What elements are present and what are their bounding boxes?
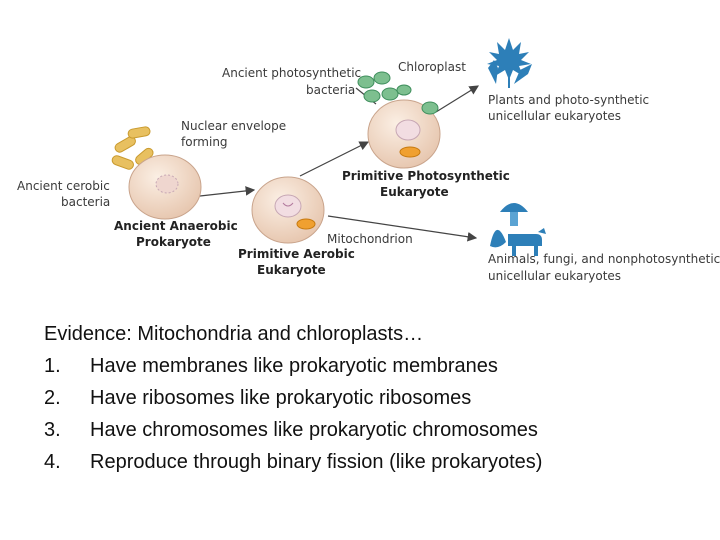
- plant-icon: [487, 38, 532, 88]
- nuclear-envelope-label-2: forming: [181, 135, 228, 149]
- evidence-section: [44, 318, 704, 478]
- plants-label-1: Plants and photo-synthetic: [488, 93, 650, 107]
- evidence-item: [44, 414, 704, 446]
- evidence-item-number: 3.: [44, 419, 61, 441]
- evidence-item-text: Have ribosomes like prokaryotic ribosomes: [90, 387, 472, 409]
- plants-label-2: unicellular eukaryotes: [488, 109, 622, 123]
- photosynthetic-eukaryote-cell: [368, 100, 440, 168]
- evidence-item: [44, 446, 704, 478]
- nuclear-envelope-label-1: Nuclear envelope: [181, 119, 287, 133]
- ancient-photosynthetic-bacteria-label-1: Ancient photosynthetic: [222, 66, 362, 80]
- primitive-aerobic-eukaryote-label-2: Eukaryote: [257, 263, 326, 277]
- ancient-aerobic-bacteria-label-1: Ancient cerobic: [17, 179, 110, 193]
- evidence-item-number: 4.: [44, 451, 61, 473]
- mitochondrion-label: Mitochondrion: [327, 232, 413, 246]
- evidence-heading: Evidence: Mitochondria and chloroplasts…: [44, 323, 424, 345]
- evidence-item-number: 2.: [44, 387, 61, 409]
- animal-fungi-icon: [490, 203, 546, 256]
- ancient-anaerobic-prokaryote-label-2: Prokaryote: [136, 235, 211, 249]
- evidence-item-text: Reproduce through binary fission (like prokaryotes): [90, 451, 543, 473]
- arrow-photosynthetic-to-plants: [436, 86, 478, 112]
- animals-label-2: unicellular eukaryotes: [488, 269, 622, 283]
- anaerobic-prokaryote-cell: [129, 155, 201, 219]
- aerobic-eukaryote-cell: [252, 177, 324, 243]
- ancient-photosynthetic-bacteria-label-2: bacteria: [306, 83, 356, 97]
- primitive-aerobic-eukaryote-label-1: Primitive Aerobic: [238, 247, 355, 261]
- photosynthetic-bacteria-icon: [358, 72, 411, 102]
- evidence-item: [44, 382, 704, 414]
- chloroplast-icon: [422, 102, 438, 114]
- evidence-item-text: Have chromosomes like prokaryotic chromosomes: [90, 419, 538, 441]
- primitive-photosynthetic-eukaryote-label-1: Primitive Photosynthetic: [342, 169, 510, 183]
- ancient-anaerobic-prokaryote-label-1: Ancient Anaerobic: [114, 219, 238, 233]
- evidence-item: [44, 350, 704, 382]
- mitochondrion-icon: [400, 147, 420, 157]
- ancient-aerobic-bacteria-label-2: bacteria: [61, 195, 111, 209]
- animals-label-1: Animals, fungi, and nonphotosynthetic: [488, 252, 720, 266]
- mitochondrion-icon: [297, 219, 315, 229]
- chloroplast-label: Chloroplast: [398, 60, 466, 74]
- evidence-item-number: 1.: [44, 355, 61, 377]
- evidence-item-text: Have membranes like prokaryotic membranes: [90, 355, 498, 377]
- primitive-photosynthetic-eukaryote-label-2: Eukaryote: [380, 185, 449, 199]
- arrow-anaerobic-to-aerobic: [200, 190, 254, 196]
